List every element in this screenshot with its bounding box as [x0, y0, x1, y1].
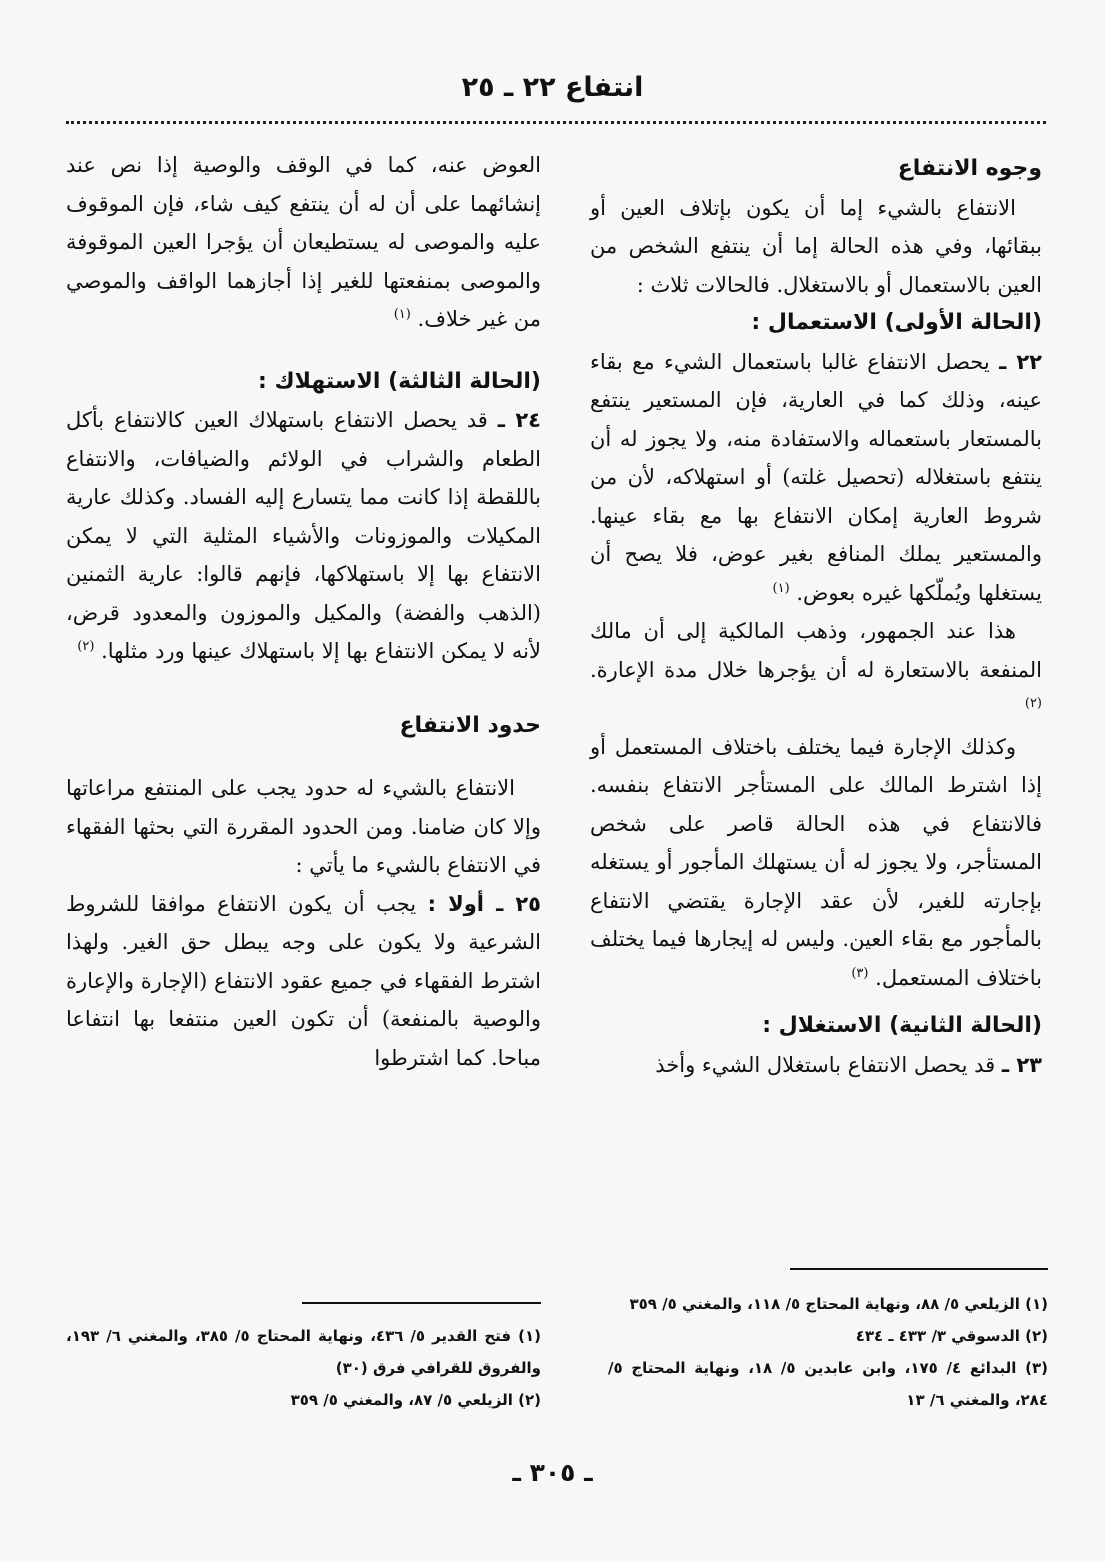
footnote-ref: (١)	[393, 307, 411, 322]
footnote-item: (٢) الزيلعي ٥/ ٨٧، والمغني ٥/ ٣٥٩	[290, 1391, 541, 1409]
footnote-ref: (٣)	[851, 965, 869, 981]
paragraph-number-24: ٢٤ ـ	[497, 408, 541, 432]
footnote-item: (١) فتح القدير ٥/ ٤٣٦، ونهاية المحتاج ٥/ ٣٨٥، والمغني ٦/ ١٩٣، والفروق للقرافي فرق (٣٠)	[66, 1327, 541, 1377]
section-heading-aspects: وجوه الانتفاع	[897, 156, 1042, 181]
spacer	[66, 671, 541, 707]
running-head: انتفاع ٢٢ ـ ٢٥	[461, 72, 644, 103]
paragraph-25-text: يجب أن يكون الانتفاع موافقا للشروط الشرعية ولا يكون على وجه يبطل حق الغير. ولهذا اشترط الفقهاء في جميع عقود الانتفاع (الإجارة والإعارة والوصية بالمنفعة) أن تكون العين منتفعا بها انتفاعا مباحا. كما اشترطوا	[66, 891, 541, 1070]
footnotes-left	[66, 1320, 541, 1416]
paragraph-24-text: قد يحصل الانتفاع باستهلاك العين كالانتفاع بأكل الطعام والشراب في الولائم والضيافات، والانتفاع باللقطة إذا كانت مما يتسارع إليه الفساد. وكذلك عارية المكيلات والموزونات والأشياء المثلية التي لا يمكن الانتفاع بها إلا باستهلاكها، فإنهم قالوا: عارية الثمنين (الذهب والفضة) والمكيل والموزون والمعدود قرض، لأنه لا يمكن الانتفاع بها إلا باستهلاك عينها ورد مثلها.	[66, 408, 541, 663]
paragraph-number-25: ٢٥ ـ أولا :	[427, 891, 541, 916]
heading-case-consumption: (الحالة الثالثة) الاستهلاك :	[258, 368, 541, 394]
spacer	[66, 339, 541, 363]
footnote-ref: (١)	[772, 580, 790, 596]
paragraph-number-22: ٢٢ ـ	[999, 349, 1042, 374]
section-heading-limits: حدود الانتفاع	[399, 712, 541, 738]
footnote-ref: (٢)	[77, 639, 95, 654]
page-number: ـ ٣٠٥ ـ	[512, 1458, 593, 1487]
footnote-item: (٢) الدسوقي ٣/ ٤٣٣ ـ ٤٣٤	[855, 1327, 1048, 1345]
paragraph-24	[66, 401, 541, 671]
paragraph-22	[590, 343, 1042, 613]
footnotes-right	[608, 1288, 1048, 1416]
heading-case-use: (الحالة الأولى) الاستعمال :	[751, 310, 1042, 335]
spacer	[590, 997, 1042, 1007]
header-dotted-rule	[66, 121, 1046, 124]
footnote-rule-right	[790, 1268, 1048, 1270]
heading-case-exploitation: (الحالة الثانية) الاستغلال :	[762, 1013, 1042, 1038]
paragraph-22-text: يحصل الانتفاع غالبا باستعمال الشيء مع بقاء عينه، وذلك كما في العارية، فإن المستعير ينتفع بالمستعار باستعماله والاستفادة منه، ولا يجوز له أن ينتفع باستغلاله (تحصيل غلته) أو استهلاكه، لأن من شروط العارية إمكان الانتفاع بها مع بقاء عينها. والمستعير يملك المنافع بغير عوض، فلا يصح أن يستغلها ويُملّكها غيره بعوض.	[590, 349, 1042, 605]
paragraph-continuation-text: العوض عنه، كما في الوقف والوصية إذا نص عند إنشائهما على أن له أن ينتفع كيف شاء، فإن الموقوف عليه والموصى له يستطيعان أن يؤجرا العين الموقوفة والموصى بمنفعتها للغير إذا أجازهما الواقف والموصي من غير خلاف.	[66, 153, 541, 331]
paragraph-continuation	[66, 146, 541, 339]
footnote-rule-left	[302, 1302, 541, 1304]
paragraph-limits: الانتفاع بالشيء له حدود يجب على المنتفع مراعاتها وإلا كان ضامنا. ومن الحدود المقررة التي بحثها الفقهاء في الانتفاع بالشيء ما يأتي :	[66, 776, 541, 877]
footnote-ref: (٢)	[1024, 696, 1042, 711]
footnote-item: (٣) البدائع ٤/ ١٧٥، وابن عابدين ٥/ ١٨، ونهاية المحتاج ٥/ ٢٨٤، والمغني ٦/ ١٣	[608, 1359, 1049, 1409]
paragraph-ijara	[590, 728, 1042, 998]
footnote-item: (١) الزيلعي ٥/ ٨٨، ونهاية المحتاج ٥/ ١١٨، والمغني ٥/ ٣٥٩	[629, 1295, 1048, 1313]
right-column	[590, 150, 1042, 1084]
paragraph-number-23: ٢٣ ـ	[1001, 1052, 1042, 1077]
paragraph-intro: الانتفاع بالشيء إما أن يكون بإتلاف العين أو ببقائها، وفي هذه الحالة إما أن ينتفع الشخص من العين بالاستعمال أو بالاستغلال. فالحالات ثلاث :	[590, 195, 1042, 297]
paragraph-jumhur-text: هذا عند الجمهور، وذهب المالكية إلى أن مالك المنفعة بالاستعارة له أن يؤجرها خلال مدة الإعارة.	[590, 619, 1042, 682]
paragraph-25	[66, 885, 541, 1078]
left-column	[66, 146, 541, 1077]
spacer	[66, 745, 541, 769]
paragraph-ijara-text: وكذلك الإجارة فيما يختلف باختلاف المستعمل أو إذا اشترط المالك على المستأجر الانتفاع بنفسه. فالانتفاع في هذه الحالة قاصر على شخص المستأجر، ولا يجوز له أن يستهلك المأجور أو يستغله بإجارته للغير، لأن عقد الإجارة يقتضي الانتفاع بالمأجور مع بقاء العين. وليس له إيجارها فيما يختلف باختلاف المستعمل.	[590, 734, 1042, 990]
paragraph-jumhur	[590, 612, 1042, 728]
paragraph-23-text: قد يحصل الانتفاع باستغلال الشيء وأخذ	[655, 1052, 996, 1077]
paragraph-23	[590, 1046, 1042, 1085]
